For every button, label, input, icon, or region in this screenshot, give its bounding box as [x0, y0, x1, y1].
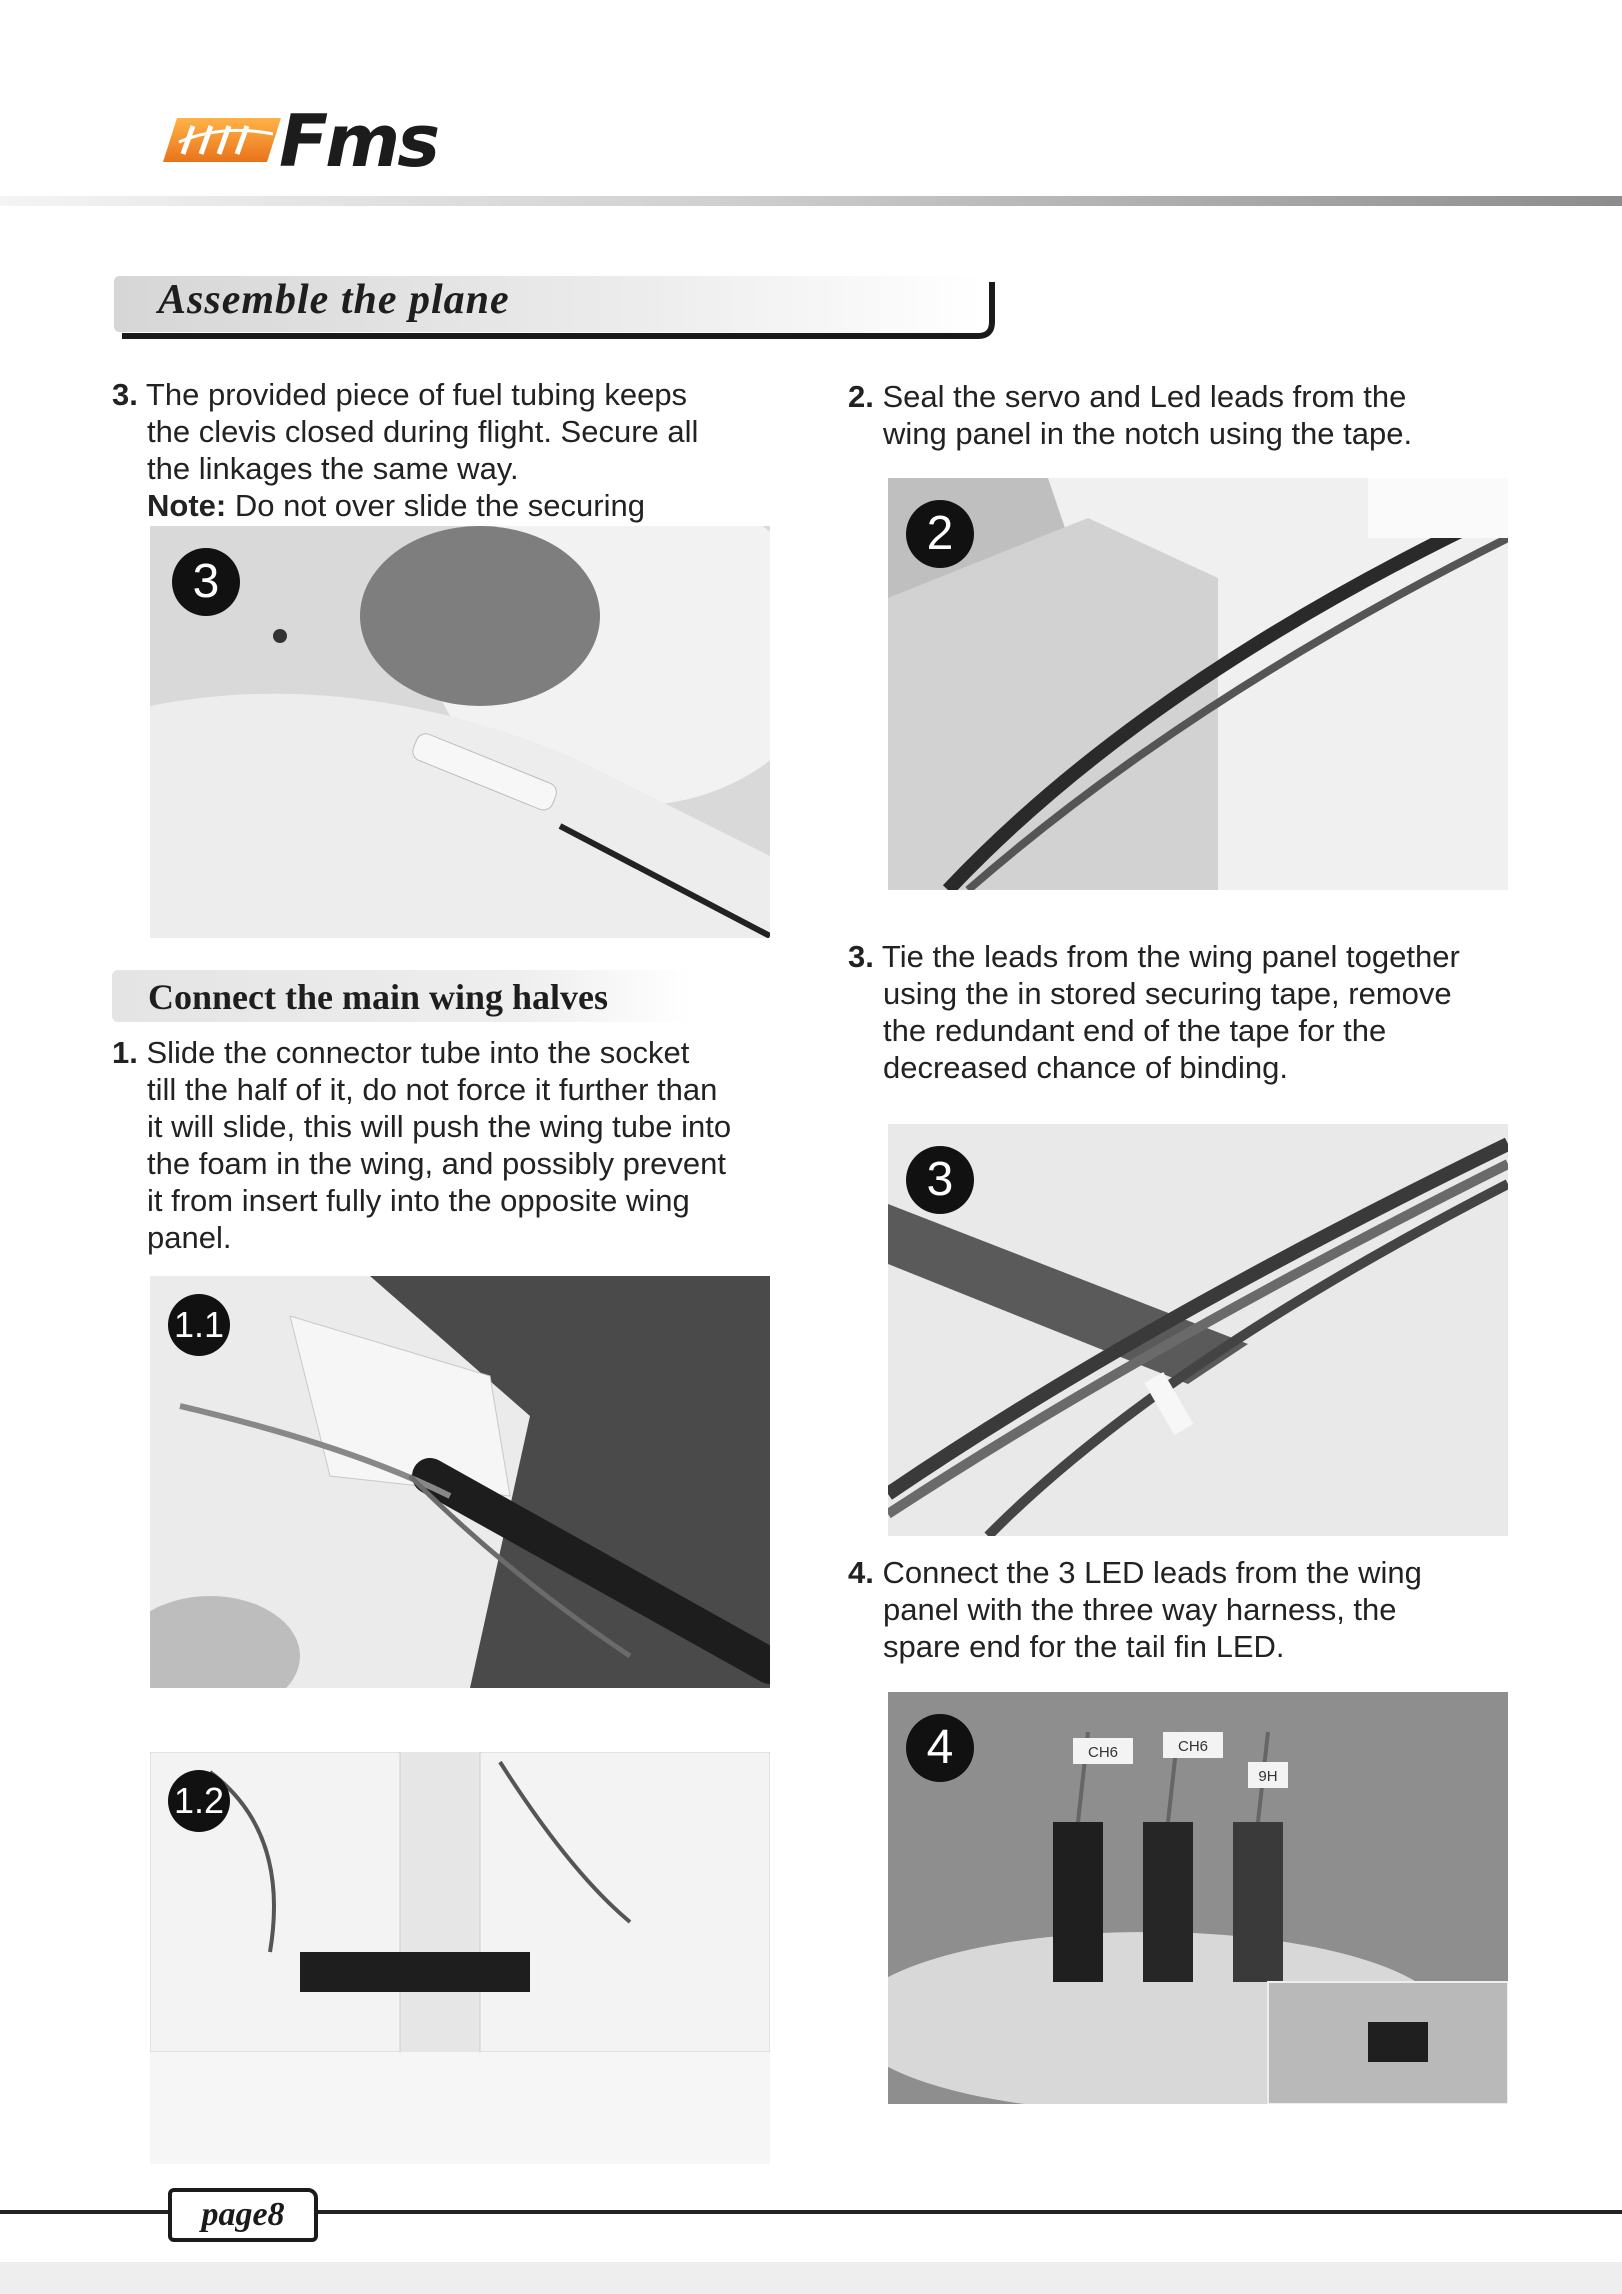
step-text: it will slide, this will push the wing tube into: [147, 1109, 732, 1144]
step-number: 3.: [848, 939, 874, 974]
step-text: using the in stored securing tape, remove: [883, 976, 1452, 1011]
step-number: 2.: [848, 379, 874, 414]
step-number: 1.: [112, 1035, 138, 1070]
harness-label: 9H: [1258, 1768, 1278, 1785]
harness-label: CH6: [1087, 1744, 1119, 1761]
step-text: the redundant end of the tape for the: [883, 1013, 1387, 1048]
header-rule: [0, 196, 1622, 206]
right-step-3: [848, 938, 1608, 1086]
step-text: Seal the servo and Led leads from the: [882, 379, 1407, 414]
photo-number-badge: 3: [906, 1146, 974, 1214]
step-text: the linkages the same way.: [147, 451, 519, 486]
fms-logo: [163, 99, 483, 183]
step-number: 3.: [112, 377, 138, 412]
left-step-3: [112, 376, 812, 524]
step-text: the clevis closed during flight. Secure all: [147, 414, 699, 449]
photo-seal-leads: [888, 478, 1508, 890]
step-text: panel.: [147, 1220, 232, 1255]
step-text: Connect the 3 LED leads from the wing: [882, 1555, 1422, 1590]
bottom-band: [0, 2262, 1622, 2294]
left-step-1: [112, 1034, 832, 1256]
step-text: the foam in the wing, and possibly prevent: [147, 1146, 727, 1181]
photo-clevis-tubing: [150, 526, 770, 938]
step-text: decreased chance of binding.: [883, 1050, 1289, 1085]
step-text: panel with the three way harness, the: [883, 1592, 1397, 1627]
note-label: Note:: [147, 488, 227, 523]
step-text: Slide the connector tube into the socket: [146, 1035, 690, 1070]
photo-number-badge: 4: [906, 1714, 974, 1782]
note-text: Do not over slide the securing: [234, 488, 645, 523]
step-text: till the half of it, do not force it further than: [147, 1072, 718, 1107]
section-banner: [112, 272, 996, 344]
photo-led-harness: [888, 1692, 1508, 2104]
photo-wing-halves: [150, 1752, 770, 2164]
harness-label: CH6: [1177, 1738, 1209, 1755]
brand-name: Fms: [279, 99, 438, 183]
photo-number-badge: 2: [906, 500, 974, 568]
page-number: page8: [201, 2196, 285, 2233]
page-number-tab: [168, 2188, 318, 2242]
step-text: it from insert fully into the opposite wing: [147, 1183, 690, 1218]
right-step-4: [848, 1554, 1588, 1665]
subsection-banner: [112, 970, 692, 1022]
right-step-2: [848, 378, 1588, 452]
step-text: The provided piece of fuel tubing keeps: [145, 377, 688, 412]
section-title: Assemble the plane: [158, 277, 510, 323]
photo-tie-leads: [888, 1124, 1508, 1536]
photo-number-badge: 1.2: [168, 1770, 230, 1832]
step-text: Tie the leads from the wing panel together: [881, 939, 1460, 974]
subsection-title: Connect the main wing halves: [148, 977, 609, 1017]
photo-number-badge: 1.1: [168, 1294, 230, 1356]
photo-connector-tube: [150, 1276, 770, 1688]
fms-wing-logo-icon: [163, 114, 281, 166]
step-text: spare end for the tail fin LED.: [883, 1629, 1285, 1664]
step-text: wing panel in the notch using the tape.: [883, 416, 1413, 451]
step-number: 4.: [848, 1555, 874, 1590]
photo-number-badge: 3: [172, 548, 240, 616]
